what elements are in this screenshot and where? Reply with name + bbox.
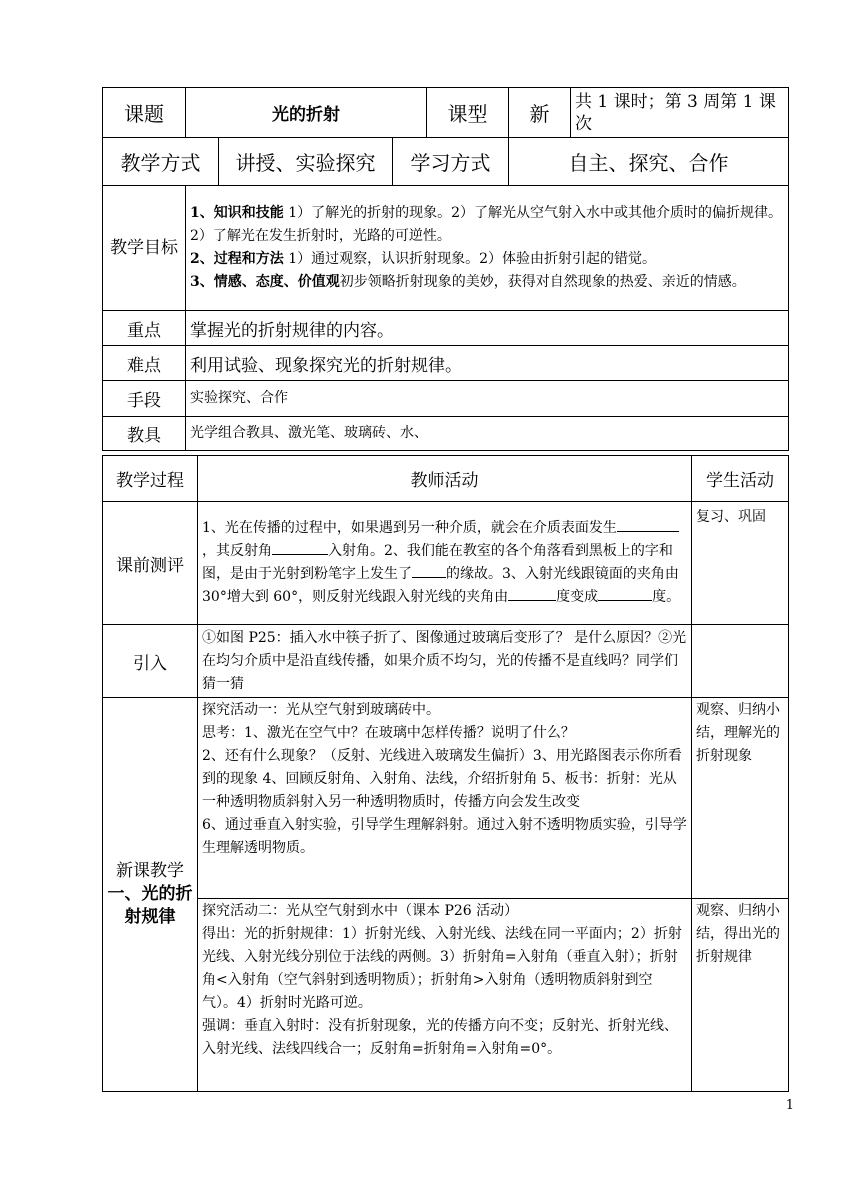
lesson-info-table: [102, 87, 789, 138]
activity-1-line: 6、通过垂直入射实验，引导学生理解斜射。通过入射不透明物质实验，引导学生理解透明物质。: [202, 817, 687, 856]
blank-1: [617, 517, 679, 532]
pretest-text-6: 度。: [652, 589, 681, 605]
activity-2-line: 探究活动二：光从空气射到水中（课本 P26 活动）: [202, 903, 519, 919]
goals-table: [102, 185, 789, 451]
goal-1-text: 1）了解光的折射的现象。2）了解光从空气射入水中或其他介质时的偏折规律。2）了解光在发生折射时，光路的可逆性。: [190, 205, 783, 244]
difficulty-value: 利用试验、现象探究光的折射规律。: [186, 346, 789, 381]
pretest-student: 复习、巩固: [692, 502, 789, 625]
schedule-text: 共 1 课时；第 3 周第 1 课次: [571, 88, 789, 138]
newlesson-label: [103, 698, 198, 1092]
goals-content: [186, 186, 789, 311]
page-number: 1: [785, 1098, 794, 1113]
pretest-content: [198, 502, 692, 625]
blank-5: [598, 586, 652, 601]
activity-2-line: 得出：光的折射规律：1）折射光线、入射光线、法线在同一平面内；2）折射光线、入射光线分别位于法线的两侧。3）折射角=入射角（垂直入射）；折射角<入射角（空气斜射到透明物质）；折射角>入射角（透明物质斜射到空气）。4）折射时光路可逆。: [202, 926, 682, 1011]
pretest-text-3: 入射角。2、我们能在教室的各个角落看到黑板上的字和图，是由于光射到粉笔字上发生了: [202, 543, 673, 582]
goal-2: [190, 248, 784, 271]
newlesson-label-1: 新课教学: [116, 861, 184, 881]
pretest-text-1: 1、光在传播的过程中，如果遇到另一种介质，就会在介质表面发生: [202, 520, 617, 536]
activity-1: [198, 698, 692, 899]
blank-2: [272, 540, 328, 555]
topic-label: 课题: [103, 88, 186, 138]
learn-method-value: 自主、探究、合作: [509, 138, 789, 186]
student-header: 学生活动: [692, 456, 789, 502]
activity-1-line: 探究活动一：光从空气射到玻璃砖中。: [202, 702, 440, 718]
goals-label: 教学目标: [103, 186, 186, 311]
newlesson-label-2: 一、光的折射规律: [107, 884, 193, 927]
teacher-header: 教师活动: [198, 456, 692, 502]
pretest-text-5: 度变成: [556, 589, 599, 605]
pretest-text-4: 的缘故。3、入射光线跟镜面的夹角由 30°增大到 60°，则反射光线跟入射光线的夹角由: [202, 566, 679, 605]
goal-1: [190, 202, 784, 248]
pretest-label: 课前测评: [103, 502, 198, 625]
activity-2: [198, 899, 692, 1092]
topic-value: 光的折射: [186, 88, 427, 138]
blank-3: [412, 563, 446, 578]
intro-content: ①如图 P25：插入水中筷子折了、图像通过玻璃后变形了？ 是什么原因？②光在均匀介质中是沿直线传播，如果介质不均匀，光的传播不是直线吗？同学们猜一猜: [198, 625, 692, 698]
type-value: 新: [509, 88, 571, 138]
teach-method-label: 教学方式: [103, 138, 219, 186]
intro-student: [692, 625, 789, 698]
learn-method-label: 学习方式: [393, 138, 509, 186]
tools-label: 教具: [103, 417, 186, 451]
activity-2-student: 观察、归纳小结，得出光的折射规律: [692, 899, 789, 1092]
goal-1-head: 1、知识和技能: [190, 205, 284, 221]
goal-3: [190, 271, 784, 294]
activity-1-line: 2、还有什么现象？（反射、光线进入玻璃发生偏折）3、用光路图表示你所看到的现象 4、回顾反射角、入射角、法线，介绍折射角 5、板书：折射：光从一种透明物质斜射入另一种透明物质时，传播方向会发生改变: [202, 748, 682, 810]
tools-value: 光学组合教具、激光笔、玻璃砖、水、: [186, 417, 789, 451]
activity-1-student: 观察、归纳小结，理解光的折射现象: [692, 698, 789, 899]
activity-1-line: 思考：1、激光在空气中？在玻璃中怎样传播？说明了什么？: [202, 725, 575, 741]
methods-table: [102, 137, 789, 186]
intro-label: 引入: [103, 625, 198, 698]
key-point-value: 掌握光的折射规律的内容。: [186, 311, 789, 346]
teach-method-value: 讲授、实验探究: [219, 138, 393, 186]
key-point-label: 重点: [103, 311, 186, 346]
blank-4: [508, 586, 556, 601]
process-header: 教学过程: [103, 456, 198, 502]
type-label: 课型: [427, 88, 509, 138]
difficulty-label: 难点: [103, 346, 186, 381]
activity-2-line: 强调：垂直入射时：没有折射现象，光的传播方向不变；反射光、折射光线、入射光线、法线四线合一；反射角=折射角=入射角=0°。: [202, 1018, 678, 1057]
goal-2-head: 2、过程和方法: [190, 251, 284, 267]
means-label: 手段: [103, 381, 186, 417]
pretest-text-2: ，其反射角: [202, 543, 272, 559]
goal-3-head: 3、情感、态度、价值观: [190, 274, 340, 290]
goal-3-text: 初步领略折射现象的美妙，获得对自然现象的热爱、亲近的情感。: [339, 274, 746, 290]
process-table: [102, 455, 789, 1092]
means-value: 实验探究、合作: [186, 381, 789, 417]
goal-2-text: 1）通过观察，认识折射现象。2）体验由折射引起的错觉。: [283, 251, 657, 267]
